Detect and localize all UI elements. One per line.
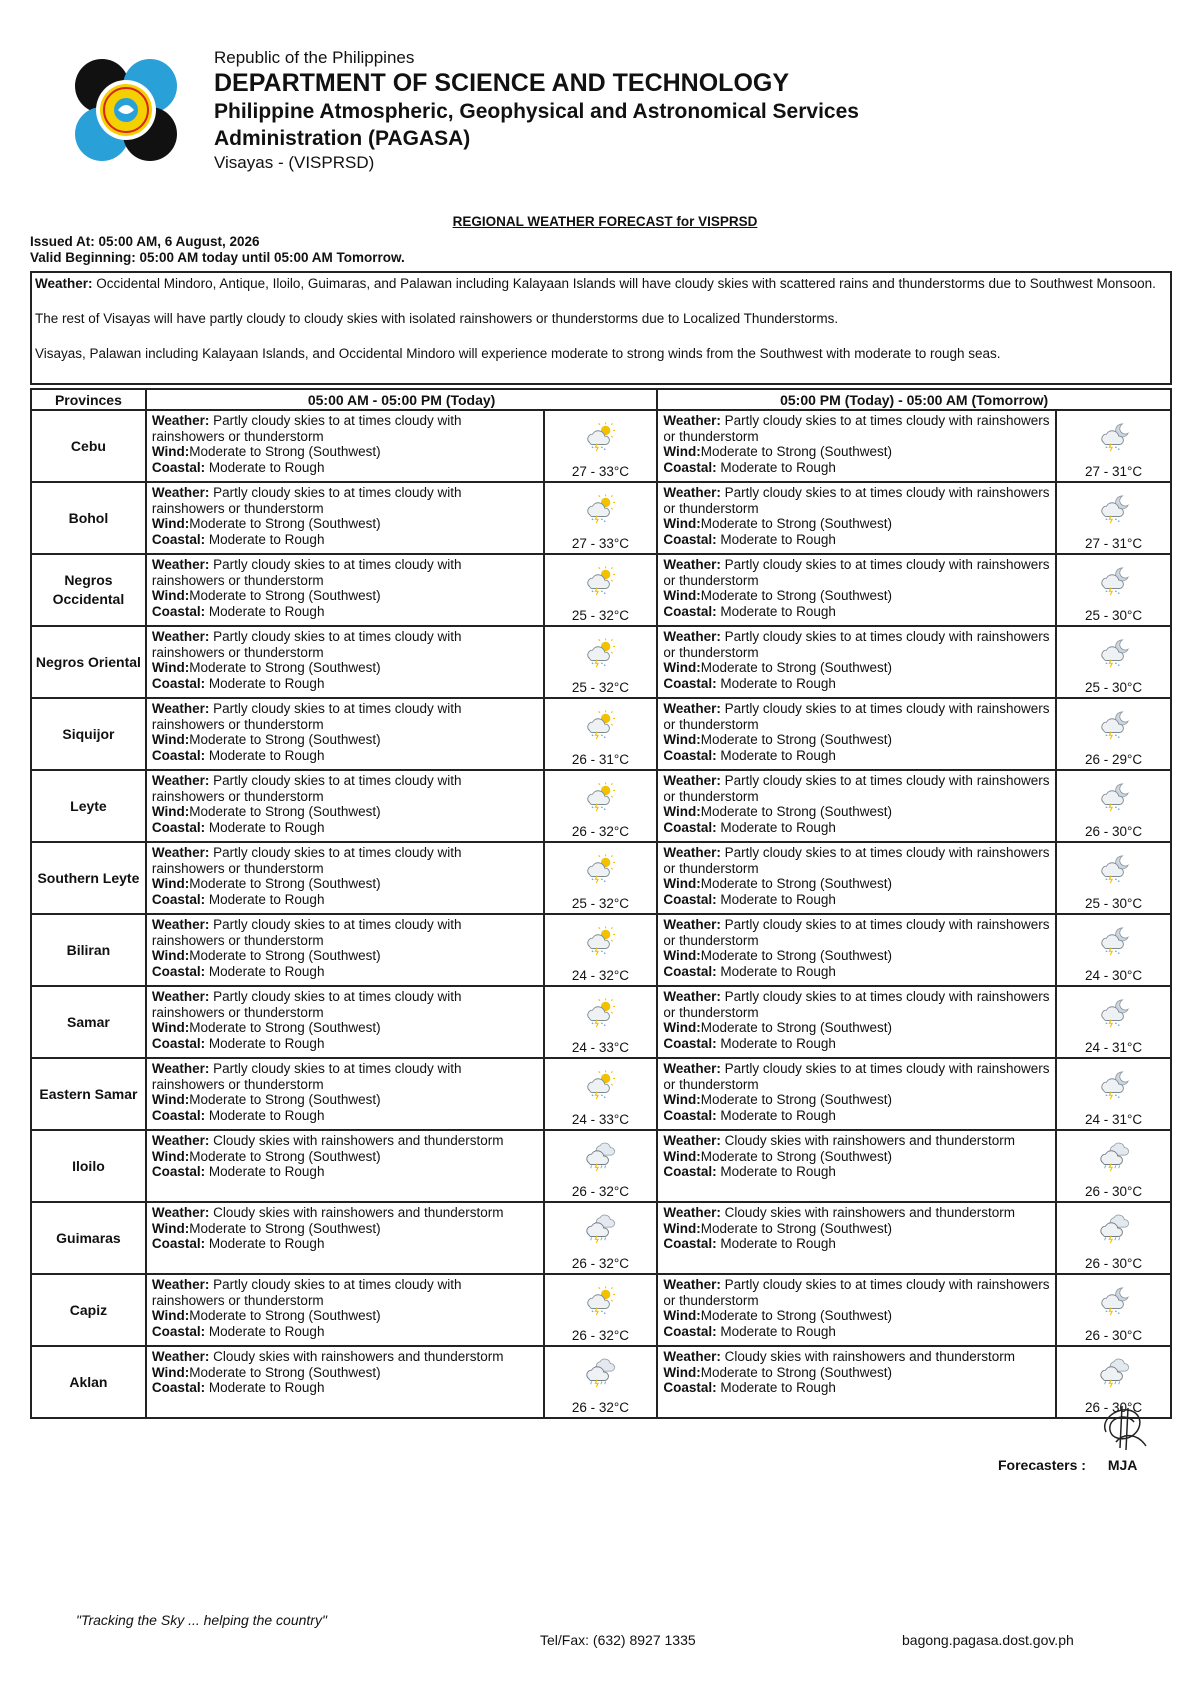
partly-cloudy-day-thunderstorm-icon <box>583 494 617 524</box>
today-temperature: 24 - 33°C <box>571 1040 630 1055</box>
tonight-forecast-icon-cell <box>1056 698 1171 770</box>
tonight-forecast-text: Weather: Cloudy skies with rainshowers and thunderstorm Wind:Moderate to Strong (Southwest) Coastal: Moderate to Rough <box>657 1130 1056 1202</box>
table-row <box>31 914 1171 986</box>
cloudy-rain-thunderstorm-icon <box>583 1358 617 1388</box>
partly-cloudy-day-thunderstorm-icon <box>583 854 617 884</box>
today-forecast-icon-cell <box>544 482 658 554</box>
signature-icon <box>1098 1402 1152 1452</box>
province-name: Leyte <box>31 770 146 842</box>
table-row <box>31 1274 1171 1346</box>
table-row <box>31 1202 1171 1274</box>
partly-cloudy-night-thunderstorm-icon <box>1097 710 1131 740</box>
tonight-temperature: 26 - 30°C <box>1084 824 1143 839</box>
table-row <box>31 698 1171 770</box>
province-name: Iloilo <box>31 1130 146 1202</box>
provinces-header: Provinces <box>31 389 146 410</box>
tonight-temperature: 24 - 31°C <box>1084 1040 1143 1055</box>
cloudy-rain-thunderstorm-icon <box>1097 1358 1131 1388</box>
page-title: REGIONAL WEATHER FORECAST for VISPRSD <box>452 214 758 229</box>
partly-cloudy-night-thunderstorm-icon <box>1097 422 1131 452</box>
table-row <box>31 1130 1171 1202</box>
tonight-forecast-icon-cell <box>1056 1274 1171 1346</box>
partly-cloudy-night-thunderstorm-icon <box>1097 782 1131 812</box>
footer-telephone: Tel/Fax: (632) 8927 1335 <box>540 1632 696 1648</box>
tonight-temperature: 27 - 31°C <box>1084 464 1143 479</box>
today-temperature: 26 - 32°C <box>571 824 630 839</box>
tonight-forecast-text: Weather: Partly cloudy skies to at times cloudy with rainshowers or thunderstorm Wind:Moderate to Strong (Southwest) Coastal: Moderate to Rough <box>657 698 1056 770</box>
today-forecast-text: Weather: Partly cloudy skies to at times cloudy with rainshowers or thunderstorm Wind:Moderate to Strong (Southwest) Coastal: Moderate to Rough <box>146 1058 544 1130</box>
province-name: Capiz <box>31 1274 146 1346</box>
province-name: Biliran <box>31 914 146 986</box>
tonight-forecast-text: Weather: Partly cloudy skies to at times cloudy with rainshowers or thunderstorm Wind:Moderate to Strong (Southwest) Coastal: Moderate to Rough <box>657 914 1056 986</box>
tonight-temperature: 26 - 30°C <box>1084 1256 1143 1271</box>
today-forecast-text: Weather: Cloudy skies with rainshowers and thunderstorm Wind:Moderate to Strong (Southwest) Coastal: Moderate to Rough <box>146 1346 544 1418</box>
partly-cloudy-day-thunderstorm-icon <box>583 638 617 668</box>
table-row <box>31 770 1171 842</box>
today-forecast-text: Weather: Cloudy skies with rainshowers and thunderstorm Wind:Moderate to Strong (Southwest) Coastal: Moderate to Rough <box>146 1130 544 1202</box>
partly-cloudy-day-thunderstorm-icon <box>583 422 617 452</box>
tonight-forecast-text: Weather: Cloudy skies with rainshowers and thunderstorm Wind:Moderate to Strong (Southwest) Coastal: Moderate to Rough <box>657 1202 1056 1274</box>
department-name: DEPARTMENT OF SCIENCE AND TECHNOLOGY <box>214 69 790 97</box>
table-row <box>31 410 1171 482</box>
today-temperature: 26 - 32°C <box>571 1328 630 1343</box>
partly-cloudy-night-thunderstorm-icon <box>1097 998 1131 1028</box>
today-forecast-text: Weather: Partly cloudy skies to at times cloudy with rainshowers or thunderstorm Wind:Moderate to Strong (Southwest) Coastal: Moderate to Rough <box>146 986 544 1058</box>
valid-period: Valid Beginning: 05:00 AM today until 05:00 AM Tomorrow. <box>30 250 405 265</box>
forecasters-value: MJA <box>1107 1457 1138 1473</box>
partly-cloudy-night-thunderstorm-icon <box>1097 1070 1131 1100</box>
table-row <box>31 1058 1171 1130</box>
today-forecast-icon-cell <box>544 698 658 770</box>
footer-motto: "Tracking the Sky ... helping the country" <box>76 1612 327 1628</box>
table-row <box>31 842 1171 914</box>
tonight-temperature: 26 - 30°C <box>1084 1328 1143 1343</box>
table-row <box>31 986 1171 1058</box>
tonight-forecast-text: Weather: Partly cloudy skies to at times cloudy with rainshowers or thunderstorm Wind:Moderate to Strong (Southwest) Coastal: Moderate to Rough <box>657 1274 1056 1346</box>
table-row <box>31 482 1171 554</box>
partly-cloudy-night-thunderstorm-icon <box>1097 926 1131 956</box>
province-name: Bohol <box>31 482 146 554</box>
table-row <box>31 626 1171 698</box>
tonight-temperature: 26 - 30°C <box>1084 1400 1143 1415</box>
tonight-forecast-text: Weather: Partly cloudy skies to at times cloudy with rainshowers or thunderstorm Wind:Moderate to Strong (Southwest) Coastal: Moderate to Rough <box>657 554 1056 626</box>
today-forecast-text: Weather: Partly cloudy skies to at times cloudy with rainshowers or thunderstorm Wind:Moderate to Strong (Southwest) Coastal: Moderate to Rough <box>146 410 544 482</box>
partly-cloudy-night-thunderstorm-icon <box>1097 494 1131 524</box>
partly-cloudy-day-thunderstorm-icon <box>583 710 617 740</box>
today-forecast-text: Weather: Partly cloudy skies to at times cloudy with rainshowers or thunderstorm Wind:Moderate to Strong (Southwest) Coastal: Moderate to Rough <box>146 626 544 698</box>
cloudy-rain-thunderstorm-icon <box>583 1142 617 1172</box>
tonight-forecast-text: Weather: Partly cloudy skies to at times cloudy with rainshowers or thunderstorm Wind:Moderate to Strong (Southwest) Coastal: Moderate to Rough <box>657 770 1056 842</box>
office-name: Visayas - (VISPRSD) <box>214 153 375 172</box>
partly-cloudy-night-thunderstorm-icon <box>1097 854 1131 884</box>
issued-at: Issued At: 05:00 AM, 6 August, 2026 <box>30 234 260 249</box>
today-forecast-text: Weather: Partly cloudy skies to at times cloudy with rainshowers or thunderstorm Wind:Moderate to Strong (Southwest) Coastal: Moderate to Rough <box>146 770 544 842</box>
tonight-header: 05:00 PM (Today) - 05:00 AM (Tomorrow) <box>657 389 1171 410</box>
today-temperature: 25 - 32°C <box>571 608 630 623</box>
partly-cloudy-night-thunderstorm-icon <box>1097 638 1131 668</box>
today-forecast-text: Weather: Partly cloudy skies to at times cloudy with rainshowers or thunderstorm Wind:Moderate to Strong (Southwest) Coastal: Moderate to Rough <box>146 698 544 770</box>
today-temperature: 26 - 32°C <box>571 1400 630 1415</box>
tonight-forecast-icon-cell <box>1056 1202 1171 1274</box>
cloudy-rain-thunderstorm-icon <box>1097 1142 1131 1172</box>
province-name: Negros Oriental <box>31 626 146 698</box>
province-name: Cebu <box>31 410 146 482</box>
partly-cloudy-day-thunderstorm-icon <box>583 1286 617 1316</box>
tonight-forecast-icon-cell <box>1056 554 1171 626</box>
summary-paragraph-1: Occidental Mindoro, Antique, Iloilo, Guimaras, and Palawan including Kalayaan Islands will have cloudy skies with scattered rains and thunderstorms due to Southwest Monsoon. <box>92 276 1156 291</box>
partly-cloudy-day-thunderstorm-icon <box>583 926 617 956</box>
cloudy-rain-thunderstorm-icon <box>583 1214 617 1244</box>
province-name: Samar <box>31 986 146 1058</box>
tonight-forecast-text: Weather: Partly cloudy skies to at times cloudy with rainshowers or thunderstorm Wind:Moderate to Strong (Southwest) Coastal: Moderate to Rough <box>657 410 1056 482</box>
today-forecast-icon-cell <box>544 1058 658 1130</box>
partly-cloudy-day-thunderstorm-icon <box>583 782 617 812</box>
tonight-forecast-icon-cell <box>1056 626 1171 698</box>
today-temperature: 25 - 32°C <box>571 680 630 695</box>
forecast-table <box>30 388 1172 1419</box>
forecasters-label: Forecasters : <box>998 1457 1086 1473</box>
forecasters <box>998 1457 1137 1473</box>
today-header: 05:00 AM - 05:00 PM (Today) <box>146 389 657 410</box>
issue-info <box>30 234 405 266</box>
today-forecast-icon-cell <box>544 410 658 482</box>
province-name: Aklan <box>31 1346 146 1418</box>
today-forecast-text: Weather: Partly cloudy skies to at times cloudy with rainshowers or thunderstorm Wind:Moderate to Strong (Southwest) Coastal: Moderate to Rough <box>146 554 544 626</box>
today-temperature: 25 - 32°C <box>571 896 630 911</box>
partly-cloudy-day-thunderstorm-icon <box>583 1070 617 1100</box>
province-name: Guimaras <box>31 1202 146 1274</box>
tonight-forecast-text: Weather: Cloudy skies with rainshowers and thunderstorm Wind:Moderate to Strong (Southwest) Coastal: Moderate to Rough <box>657 1346 1056 1418</box>
tonight-forecast-text: Weather: Partly cloudy skies to at times cloudy with rainshowers or thunderstorm Wind:Moderate to Strong (Southwest) Coastal: Moderate to Rough <box>657 482 1056 554</box>
province-name: Eastern Samar <box>31 1058 146 1130</box>
today-temperature: 26 - 31°C <box>571 752 630 767</box>
tonight-forecast-icon-cell <box>1056 842 1171 914</box>
cloudy-rain-thunderstorm-icon <box>1097 1214 1131 1244</box>
today-forecast-icon-cell <box>544 842 658 914</box>
today-temperature: 27 - 33°C <box>571 464 630 479</box>
province-name: Negros Occidental <box>31 554 146 626</box>
tonight-forecast-icon-cell <box>1056 986 1171 1058</box>
weather-summary <box>30 271 1172 385</box>
tonight-forecast-text: Weather: Partly cloudy skies to at times cloudy with rainshowers or thunderstorm Wind:Moderate to Strong (Southwest) Coastal: Moderate to Rough <box>657 626 1056 698</box>
today-forecast-icon-cell <box>544 1202 658 1274</box>
today-temperature: 24 - 33°C <box>571 1112 630 1127</box>
tonight-forecast-icon-cell <box>1056 410 1171 482</box>
today-forecast-icon-cell <box>544 1346 658 1418</box>
tonight-temperature: 27 - 31°C <box>1084 536 1143 551</box>
agency-name-line1: Philippine Atmospheric, Geophysical and Astronomical Services <box>214 100 859 123</box>
today-temperature: 24 - 32°C <box>571 968 630 983</box>
today-forecast-icon-cell <box>544 1274 658 1346</box>
today-forecast-icon-cell <box>544 554 658 626</box>
summary-paragraph-2: The rest of Visayas will have partly cloudy to cloudy skies with isolated rainshowers or thunderstorms due to Localized Thunderstorms. <box>35 311 839 326</box>
tonight-forecast-icon-cell <box>1056 482 1171 554</box>
partly-cloudy-day-thunderstorm-icon <box>583 998 617 1028</box>
tonight-forecast-text: Weather: Partly cloudy skies to at times cloudy with rainshowers or thunderstorm Wind:Moderate to Strong (Southwest) Coastal: Moderate to Rough <box>657 842 1056 914</box>
pagasa-logo <box>74 58 178 162</box>
today-temperature: 27 - 33°C <box>571 536 630 551</box>
partly-cloudy-night-thunderstorm-icon <box>1097 566 1131 596</box>
today-forecast-icon-cell <box>544 626 658 698</box>
today-forecast-icon-cell <box>544 986 658 1058</box>
tonight-temperature: 24 - 31°C <box>1084 1112 1143 1127</box>
tonight-temperature: 25 - 30°C <box>1084 608 1143 623</box>
partly-cloudy-day-thunderstorm-icon <box>583 566 617 596</box>
tonight-temperature: 25 - 30°C <box>1084 896 1143 911</box>
today-forecast-text: Weather: Partly cloudy skies to at times cloudy with rainshowers or thunderstorm Wind:Moderate to Strong (Southwest) Coastal: Moderate to Rough <box>146 914 544 986</box>
tonight-temperature: 25 - 30°C <box>1084 680 1143 695</box>
summary-label: Weather: <box>35 276 93 291</box>
republic-line: Republic of the Philippines <box>214 48 415 67</box>
table-row <box>31 1346 1171 1418</box>
summary-paragraph-3: Visayas, Palawan including Kalayaan Islands, and Occidental Mindoro will experience moderate to strong winds from the Southwest with moderate to rough seas. <box>35 346 1001 361</box>
today-temperature: 26 - 32°C <box>571 1256 630 1271</box>
province-name: Siquijor <box>31 698 146 770</box>
today-forecast-icon-cell <box>544 914 658 986</box>
today-forecast-text: Weather: Partly cloudy skies to at times cloudy with rainshowers or thunderstorm Wind:Moderate to Strong (Southwest) Coastal: Moderate to Rough <box>146 482 544 554</box>
tonight-forecast-icon-cell <box>1056 1130 1171 1202</box>
tonight-temperature: 26 - 30°C <box>1084 1184 1143 1199</box>
tonight-forecast-text: Weather: Partly cloudy skies to at times cloudy with rainshowers or thunderstorm Wind:Moderate to Strong (Southwest) Coastal: Moderate to Rough <box>657 1058 1056 1130</box>
today-temperature: 26 - 32°C <box>571 1184 630 1199</box>
tonight-temperature: 26 - 29°C <box>1084 752 1143 767</box>
footer-website[interactable]: bagong.pagasa.dost.gov.ph <box>902 1632 1074 1648</box>
province-name: Southern Leyte <box>31 842 146 914</box>
today-forecast-icon-cell <box>544 770 658 842</box>
today-forecast-text: Weather: Partly cloudy skies to at times cloudy with rainshowers or thunderstorm Wind:Moderate to Strong (Southwest) Coastal: Moderate to Rough <box>146 1274 544 1346</box>
tonight-forecast-text: Weather: Partly cloudy skies to at times cloudy with rainshowers or thunderstorm Wind:Moderate to Strong (Southwest) Coastal: Moderate to Rough <box>657 986 1056 1058</box>
tonight-forecast-icon-cell <box>1056 914 1171 986</box>
tonight-forecast-icon-cell <box>1056 770 1171 842</box>
partly-cloudy-night-thunderstorm-icon <box>1097 1286 1131 1316</box>
today-forecast-text: Weather: Cloudy skies with rainshowers and thunderstorm Wind:Moderate to Strong (Southwest) Coastal: Moderate to Rough <box>146 1202 544 1274</box>
agency-name-line2: Administration (PAGASA) <box>214 127 471 150</box>
tonight-forecast-icon-cell <box>1056 1058 1171 1130</box>
tonight-temperature: 24 - 30°C <box>1084 968 1143 983</box>
today-forecast-icon-cell <box>544 1130 658 1202</box>
table-row <box>31 554 1171 626</box>
header-block <box>214 48 859 174</box>
today-forecast-text: Weather: Partly cloudy skies to at times cloudy with rainshowers or thunderstorm Wind:Moderate to Strong (Southwest) Coastal: Moderate to Rough <box>146 842 544 914</box>
